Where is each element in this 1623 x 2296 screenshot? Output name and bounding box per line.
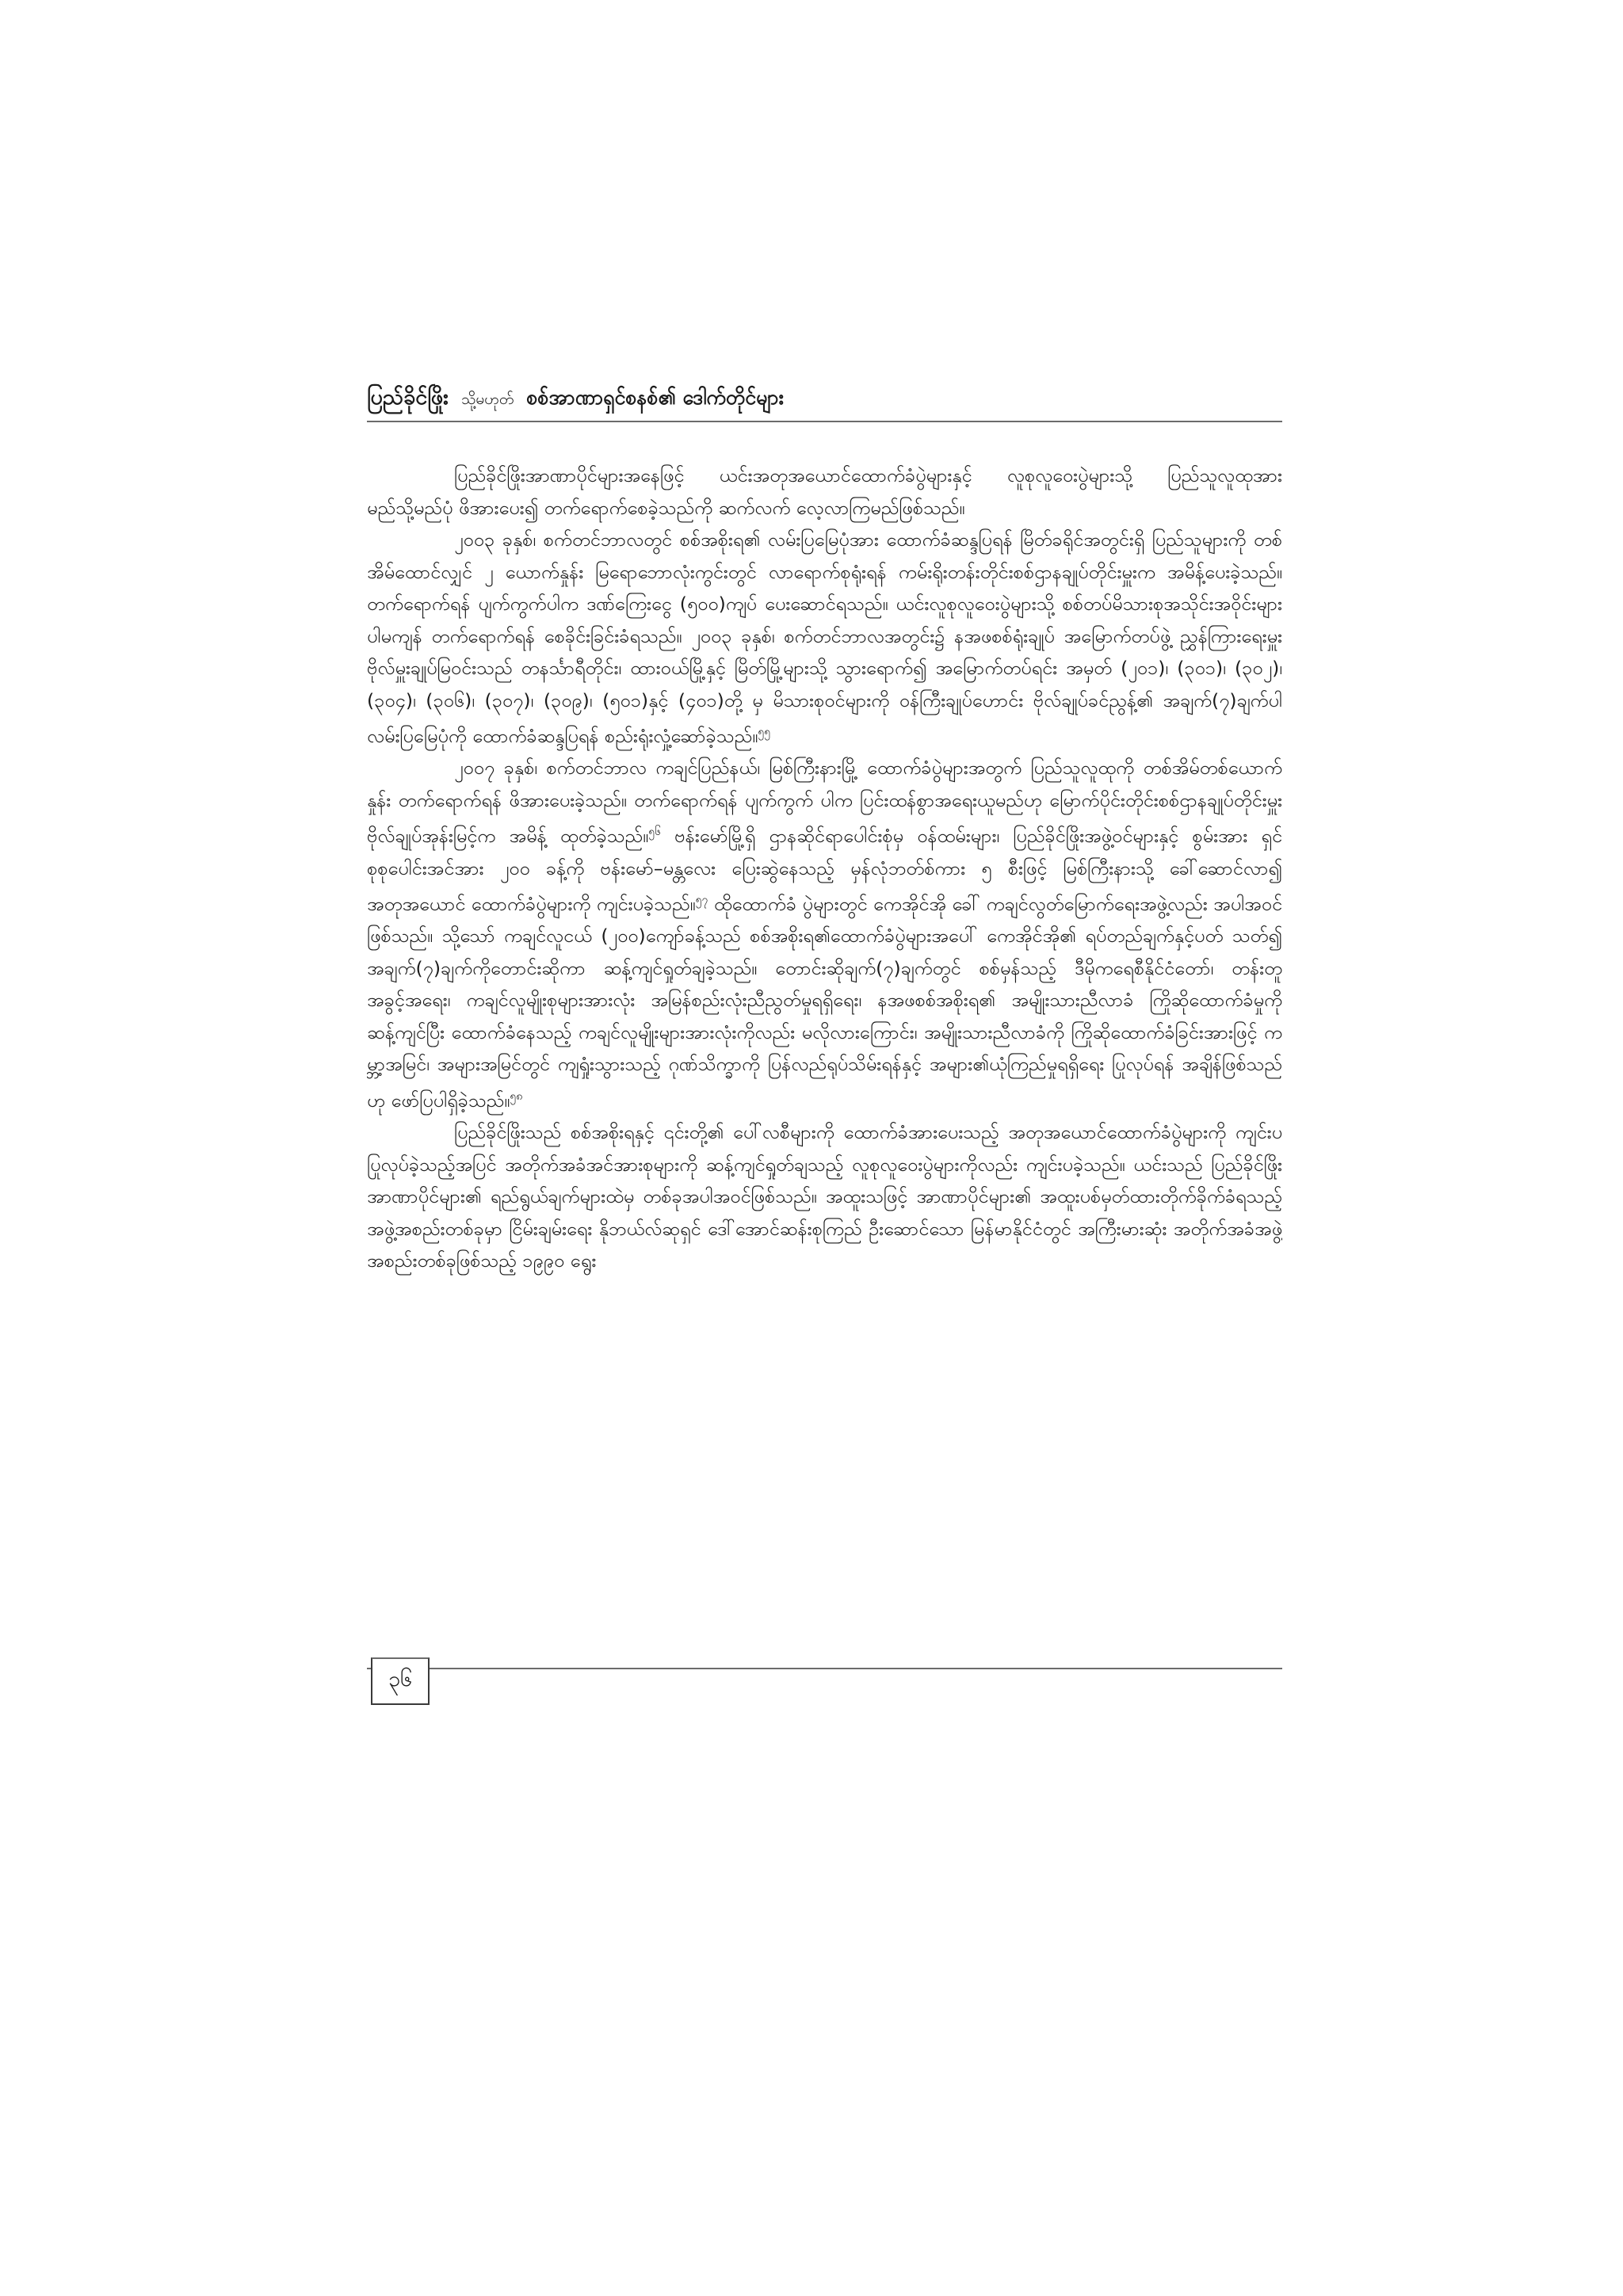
paragraph-3 bbox=[367, 752, 1282, 1116]
paragraph-4-text: ပြည်ခိုင်ဖြိုးသည် စစ်အစိုးရနှင့် ၎င်းတို့၏ ပေါ်လစီများကို ထောက်ခံအားပေးသည့် အတုအယောင်ထောက်ခံပွဲများကို ကျင်းပပြုလုပ်ခဲ့သည့်အပြင် အတိုက်အခံအင်အားစုများကို ဆန့်ကျင်ရှုတ်ချသည့် လူစုလူဝေးပွဲများကိုလည်း ကျင်းပခဲ့သည်။ ယင်းသည် ပြည်ခိုင်ဖြိုးအာဏာပိုင်များ၏ ရည်ရွယ်ချက်များထဲမှ တစ်ခုအပါအဝင်ဖြစ်သည်။ အထူးသဖြင့် အာဏာပိုင်များ၏ အထူးပစ်မှတ်ထားတိုက်ခိုက်ခံရသည့် အဖွဲ့အစည်းတစ်ခုမှာ ငြိမ်းချမ်းရေး နိုဘယ်လ်ဆုရှင် ဒေါ်အောင်ဆန်းစုကြည် ဦးဆောင်သော မြန်မာနိုင်ငံတွင် အကြီးမားဆုံး အတိုက်အခံအဖွဲ့အစည်းတစ်ခုဖြစ်သည့် ၁၉၉၀ ရွေး bbox=[367, 1121, 1282, 1272]
paragraph-1 bbox=[367, 460, 1282, 524]
paragraph-3-tail2: ထိုထောက်ခံ ပွဲများတွင် ကေအိုင်အို ခေါ် ကချင်လွတ်မြောက်ရေးအဖွဲ့လည်း အပါအဝင်ဖြစ်သည်။ သို့သော် ကချင်လူငယ် (၂၀၀)ကျော်ခန့်သည် စစ်အစိုးရ၏ထောက်ခံပွဲများအပေါ် ကေအိုင်အို၏ ရပ်တည်ချက်နှင့်ပတ် သတ်၍ အချက်(၇)ချက်ကိုတောင်းဆိုကာ ဆန့်ကျင်ရှုတ်ချခဲ့သည်။ တောင်းဆိုချက်(၇)ချက်တွင် စစ်မှန်သည့် ဒီမိုကရေစီနိုင်ငံတော်၊ တန်းတူအခွင့်အရေး၊ ကချင်လူမျိုးစုများအားလုံး အမြန်စည်းလုံးညီညွတ်မှုရရှိရေး၊ နအဖစစ်အစိုးရ၏ အမျိုးသားညီလာခံ ကြိုဆိုထောက်ခံမှုကို ဆန့်ကျင်ပြီး ထောက်ခံနေသည့် ကချင်လူမျိုးများအားလုံးကိုလည်း မလိုလားကြောင်း၊ အမျိုးသားညီလာခံကို ကြိုဆိုထောက်ခံခြင်းအားဖြင့် ကမ္ဘာ့အမြင်၊ အများအမြင်တွင် ကျရှုံးသွားသည့် ဂုဏ်သိက္ခာကို ပြန်လည်ရုပ်သိမ်းရန်နှင့် အများ၏ယုံကြည်မှုရရှိရေး ပြုလုပ်ရန် အချိန်ဖြစ်သည်ဟု ဖော်ပြပါရှိခဲ့သည်။ bbox=[367, 892, 1282, 1112]
header-divider bbox=[367, 421, 1282, 422]
header-title: ပြည်ခိုင်ဖြိုး bbox=[367, 385, 449, 410]
paragraph-3-text: ၂၀၀၇ ခုနှစ်၊ စက်တင်ဘာလ ကချင်ပြည်နယ်၊ မြစ်ကြီးနားမြို့ ထောက်ခံပွဲများအတွက် ပြည်သူလူထုကို တစ်အိမ်တစ်ယောက်နှုန်း တက်ရောက်ရန် ဖိအားပေးခဲ့သည်။ တက်ရောက်ရန် ပျက်ကွက် ပါက ပြင်းထန်စွာအရေးယူမည်ဟု မြောက်ပိုင်းတိုင်းစစ်ဌာနချုပ်တိုင်းမှူး ဗိုလ်ချုပ်အုန်းမြင့်က အမိန့် ထုတ်ခဲ့သည်။ bbox=[367, 757, 1282, 848]
footnote-ref[interactable]: ၅၇ bbox=[695, 894, 708, 907]
footnote-ref[interactable]: ၅၆ bbox=[648, 826, 661, 839]
paragraph-2-text: ၂၀၀၃ ခုနှစ်၊ စက်တင်ဘာလတွင် စစ်အစိုးရ၏ လမ်းပြမြေပုံအား ထောက်ခံဆန္ဒပြရန် မြိတ်ခရိုင်အတွင်းရှိ ပြည်သူများကို တစ်အိမ်ထောင်လျှင် ၂ ယောက်နှုန်း မြရောဘောလုံးကွင်းတွင် လာရောက်စုရုံးရန် ကမ်းရိုးတန်းတိုင်းစစ်ဌာနချုပ်တိုင်းမှူးက အမိန့်ပေးခဲ့သည်။ တက်ရောက်ရန် ပျက်ကွက်ပါက ဒဏ်ကြေးငွေ (၅၀၀)ကျပ် ပေးဆောင်ရသည်။ ယင်းလူစုလူဝေးပွဲများသို့ စစ်တပ်မိသားစုအသိုင်းအဝိုင်းများပါမကျန် တက်ရောက်ရန် စေခိုင်းခြင်းခံရသည်။ ၂၀၀၃ ခုနှစ်၊ စက်တင်ဘာလအတွင်း၌ နအဖစစ်ရုံးချုပ် အမြောက်တပ်ဖွဲ့ ညွှန်ကြားရေးမှူး ဗိုလ်မှူးချုပ်မြဝင်းသည် တနင်္သာရီတိုင်း၊ ထားဝယ်မြို့နှင့် မြိတ်မြို့များသို့ သွားရောက်၍ အမြောက်တပ်ရင်း အမှတ် (၂၀၁)၊ (၃၀၁)၊ (၃၀၂)၊ (၃၀၄)၊ (၃၀၆)၊ (၃၀၇)၊ (၃၀၉)၊ (၅၀၁)နှင့် (၄၀၁)တို့ မှ မိသားစုဝင်များကို ဝန်ကြီးချုပ်ဟောင်း ဗိုလ်ချုပ်ခင်ညွန့်၏ အချက်(၇)ချက်ပါ လမ်းပြမြေပုံကို ထောက်ခံဆန္ဒပြရန် စည်းရုံးလှုံ့ဆော်ခဲ့သည်။ bbox=[367, 528, 1282, 747]
paragraph-1-text: ပြည်ခိုင်ဖြိုးအာဏာပိုင်များအနေဖြင့် ယင်းအတုအယောင်ထောက်ခံပွဲများနှင့် လူစုလူဝေးပွဲများသို့ ပြည်သူလူထုအား မည်သို့မည်ပုံ ဖိအားပေး၍ တက်ရောက်စေခဲ့သည်ကို ဆက်လက် လေ့လာကြမည်ဖြစ်သည်။ bbox=[367, 464, 1282, 519]
paragraph-3-tail: ဗန်းမော်မြို့ရှိ ဌာနဆိုင်ရာပေါင်းစုံမှ ဝန်ထမ်းများ၊ ပြည်ခိုင်ဖြိုးအဖွဲ့ဝင်များနှင့် စွမ်းအား ရှင် စုစုပေါင်းအင်အား ၂၀၀ ခန့်ကို ဗန်းမော်–မန္တလေး ပြေးဆွဲနေသည့် မှန်လုံဘတ်စ်ကား ၅ စီးဖြင့် မြစ်ကြီးနားသို့ ခေါ်ဆောင်လာ၍ အတုအယောင် ထောက်ခံပွဲများကို ကျင်းပခဲ့သည်။ bbox=[367, 825, 1282, 915]
paragraph-4 bbox=[367, 1116, 1282, 1277]
paragraph-2 bbox=[367, 524, 1282, 752]
page-number-box bbox=[371, 1657, 430, 1705]
header-subtitle: စစ်အာဏာရှင်စနစ်၏ ဒေါက်တိုင်များ bbox=[526, 386, 784, 409]
footer-divider bbox=[367, 1668, 1282, 1669]
page-number: ၃၆ bbox=[388, 1667, 413, 1691]
header-conjunction: သို့မဟုတ် bbox=[461, 391, 514, 408]
running-header bbox=[367, 383, 1282, 415]
footnote-ref[interactable]: ၅၈ bbox=[510, 1089, 523, 1103]
body-text bbox=[367, 460, 1282, 1632]
footnote-ref[interactable]: ၅၅ bbox=[758, 726, 771, 738]
